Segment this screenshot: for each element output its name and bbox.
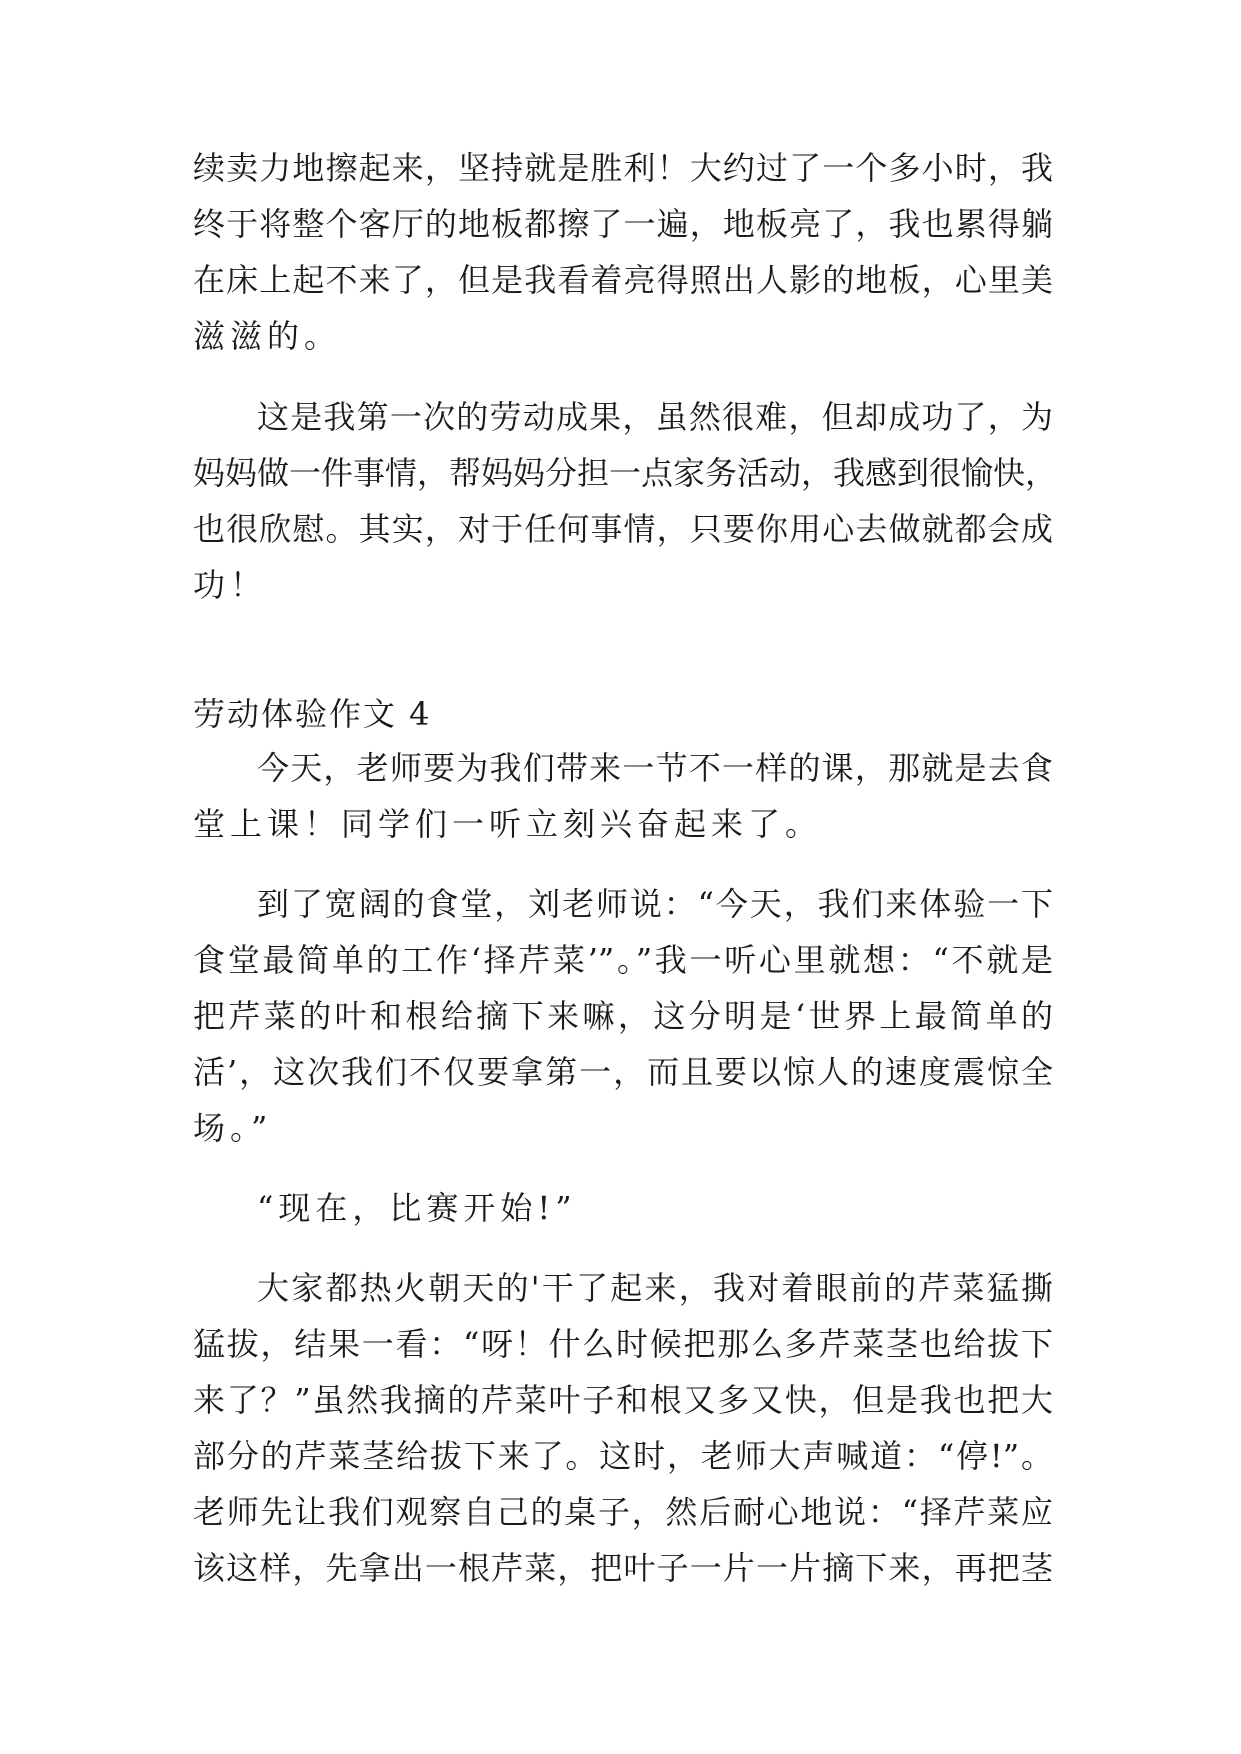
text-line: 老师先让我们观察自己的桌子，然后耐心地说：“择芹菜应 bbox=[193, 1493, 1053, 1531]
text-line: 猛拔，结果一看：“呀！什么时候把那么多芹菜茎也给拔下 bbox=[193, 1325, 1053, 1363]
text-line: 食堂最简单的工作‘择芹菜’”。”我一听心里就想：“不就是 bbox=[193, 941, 1053, 979]
text-line: 终于将整个客厅的地板都擦了一遍，地板亮了，我也累得躺 bbox=[193, 205, 1053, 243]
text-line: 滋滋的。 bbox=[193, 317, 342, 355]
text-line: 部分的芹菜茎给拔下来了。这时，老师大声喊道：“停!”。 bbox=[193, 1437, 1053, 1475]
text-line: 活’，这次我们不仅要拿第一，而且要以惊人的速度震惊全 bbox=[193, 1053, 1053, 1091]
text-line: 该这样，先拿出一根芹菜，把叶子一片一片摘下来，再把茎 bbox=[193, 1549, 1053, 1587]
text-line: 功！ bbox=[193, 566, 268, 604]
text-line: 场。” bbox=[193, 1109, 273, 1147]
text-line: 到了宽阔的食堂，刘老师说：“今天，我们来体验一下 bbox=[257, 885, 1053, 923]
text-line: 在床上起不来了，但是我看着亮得照出人影的地板，心里美 bbox=[193, 261, 1053, 299]
text-line: 续卖力地擦起来，坚持就是胜利！大约过了一个多小时，我 bbox=[193, 149, 1053, 187]
text-line: 堂上课！同学们一听立刻兴奋起来了。 bbox=[193, 805, 823, 843]
text-line: 也很欣慰。其实，对于任何事情，只要你用心去做就都会成 bbox=[193, 510, 1053, 548]
text-line: 这是我第一次的劳动成果，虽然很难，但却成功了，为 bbox=[257, 398, 1053, 436]
text-line: 把芹菜的叶和根给摘下来嘛，这分明是‘世界上最简单的 bbox=[193, 997, 1053, 1035]
text-line: 大家都热火朝天的'干了起来，我对着眼前的芹菜猛撕 bbox=[257, 1269, 1053, 1307]
text-line: 妈妈做一件事情，帮妈妈分担一点家务活动，我感到很愉快， bbox=[193, 454, 1058, 492]
text-line: 来了？”虽然我摘的芹菜叶子和根又多又快，但是我也把大 bbox=[193, 1381, 1053, 1419]
section-heading: 劳动体验作文 4 bbox=[193, 695, 432, 733]
text-line: 今天，老师要为我们带来一节不一样的课，那就是去食 bbox=[257, 749, 1053, 787]
text-line: “现在，比赛开始!” bbox=[257, 1189, 577, 1227]
